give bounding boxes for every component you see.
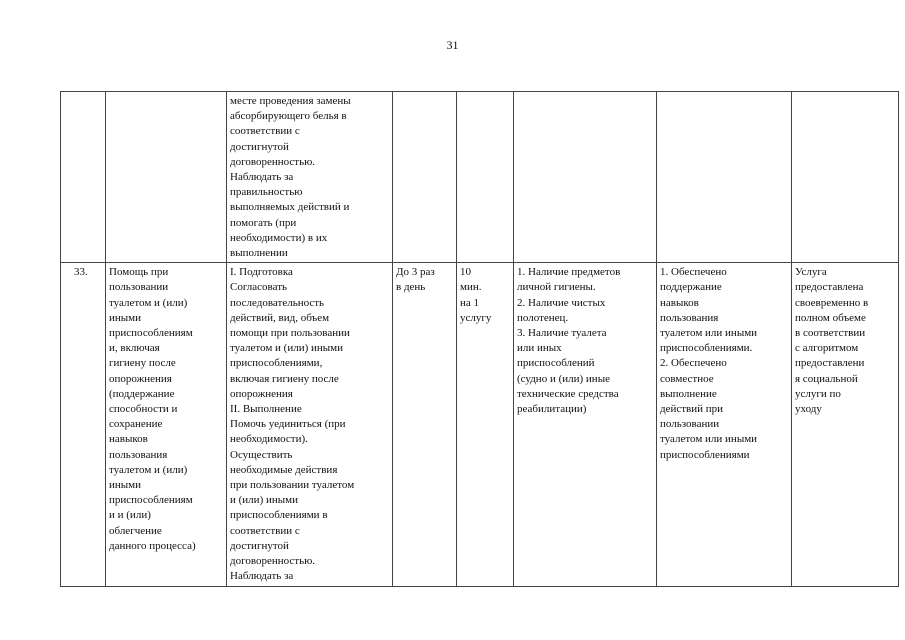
cell-results — [657, 92, 792, 263]
cell-quality — [792, 92, 899, 263]
cell-quality: Услуга предоставлена своевременно в полном объеме в соответствии с алгоритмом предоставлени я социальной услуги по уходу — [792, 263, 899, 586]
cell-service-name: Помощь при пользовании туалетом и (или) иными приспособлениям и, включая гигиену после опорожнения (поддержание способности и сохранение навыков пользования туалетом и (или) иными приспособлениям и и (или) облегчение данного процесса) — [106, 263, 227, 586]
row-number: 33. — [74, 266, 88, 279]
table-row-continuation — [61, 92, 899, 263]
cell-procedure: месте проведения замены абсорбирующего белья в соответствии с достигнутой договоренностью. Наблюдать за правильностью выполняемых действий и помогать (при необходимости) в их выполнении — [227, 92, 393, 263]
cell-service-name — [106, 92, 227, 263]
cell-procedure: I. Подготовка Согласовать последовательность действий, вид, объем помощи при пользовании туалетом и (или) иными приспособлениями, включая гигиену после опорожнения II. Выполнение Помочь уединиться (при необходимости). Осуществить необходимые действия при пользовании туалетом и (или) иными приспособлениями в соответствии с достигнутой договоренностью. Наблюдать за — [227, 263, 393, 586]
cell-results: 1. Обеспечено поддержание навыков пользования туалетом или иными приспособлениями. 2. Обеспечено совместное выполнение действий при пользовании туалетом или иными приспособлениями — [657, 263, 792, 586]
cell-frequency: До 3 раз в день — [393, 263, 457, 586]
page-number: 31 — [446, 38, 459, 52]
cell-duration: 10 мин. на 1 услугу — [457, 263, 514, 586]
cell-frequency — [393, 92, 457, 263]
cell-conditions — [514, 92, 657, 263]
cell-number — [61, 92, 106, 263]
cell-duration — [457, 92, 514, 263]
cell-number — [61, 263, 106, 586]
table-row-33 — [61, 263, 899, 586]
services-table — [60, 91, 899, 587]
cell-conditions: 1. Наличие предметов личной гигиены. 2. Наличие чистых полотенец. 3. Наличие туалета или иных приспособлений (судно и (или) иные технические средства реабилитации) — [514, 263, 657, 586]
